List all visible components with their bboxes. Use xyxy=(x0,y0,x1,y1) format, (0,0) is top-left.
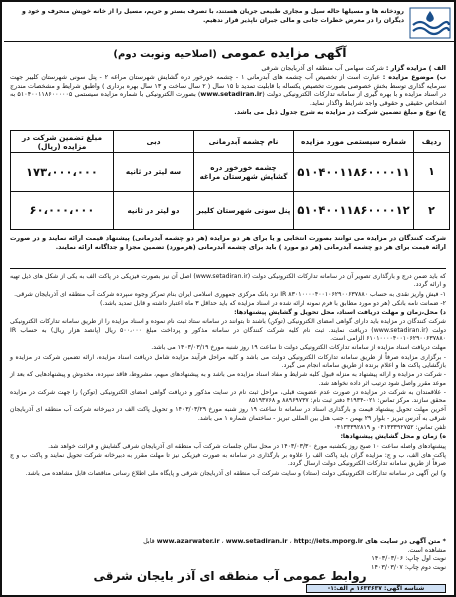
row-spring: چشمه خورخور دره گشایش شهرستان مراغه xyxy=(194,153,294,192)
intro-c: ج) نوع و مبلغ تضمین شرکت در مزایده به شرح جدول ذیل می باشد. xyxy=(234,107,446,116)
footer-info xyxy=(122,537,446,571)
row-guarantee: ۶۰،۰۰۰،۰۰۰ xyxy=(11,191,114,230)
list-item: مهلت دریافت اسناد مزایده از سامانه تدارکات الکترونیکی دولت تا ساعت ۱۹ روز شنبه مورخ ۱۴۰۳/۰۳/۱۹ می باشد. xyxy=(151,344,446,352)
setad-link[interactable]: www.setadiran.ir xyxy=(200,90,263,99)
intro-a xyxy=(10,64,446,73)
list-item: ه) زمان و محل گشایش پیشنهادها: xyxy=(340,433,446,441)
row-system-no: ۵۱۰۴۰۰۱۱۸۶۰۰۰۰۱۱ xyxy=(294,153,414,192)
col-system-header: شماره سیستمی مورد مزایده xyxy=(294,131,414,153)
intro-b-tail: بصورت الکترونیکی با شماره مزایده سیستمی ۵۱۰۴۰۰۱۱۸۶۰۰۰۰۰۵ به اشخاص حقیقی و حقوقی واجد شرایط واگذار نماید. xyxy=(10,90,446,108)
footer-sites: * متن آگهی در سایت های www.azarwater.ir ، www.setadiran.ir ، http://iets.mporg.ir قابل مشاهده است. xyxy=(143,537,446,554)
col-index-header: ردیف xyxy=(414,131,450,153)
list-item: - شرکت در مزایده و ارائه پیشنهاد به منزله قبول کلیه شرایط و مفاد اسناد مزایده می باشد و به پیشنهادهای مبهم، مشروط، فاقد سپرده، مخدوش و پیشنهادهایی که بعد از موعد مقرر واصل شود ترتیب اثر داده نخواهد شد. xyxy=(10,371,446,387)
footer-organization: روابط عمومی آب منطقه ای آذر بایجان شرقی xyxy=(93,569,367,583)
publish-date-2: نوبت دوم چاپ: ۱۴۰۳/۰۳/۰۷ xyxy=(371,562,446,571)
intro-b-text: عبارت است از تخصیص آب چشمه های آبدرمانی ۱ - چشمه خورخور دره گشایش شهرستان مراغه ۲ - پنل سونی شهرستان کلیبر جهت سرمایه گذاری توسط بخش خصوصی بصورت تخصیص یکساله با قابلیت تمدید تا ۱۵ سال ( ۲ سال ساخت و ۱۳ سال بهره برداری ) واطبق شرایط و مشخصات مندرج در اسناد مزایده و با بهره گیری از سامانه تدارکات الکترونیکی دولت xyxy=(10,72,446,99)
auction-table xyxy=(10,130,450,230)
table-row xyxy=(11,191,450,230)
header-warning-text: رودخانه ها و مسیلها حاله سیل و مجاری طبیعی جریان هستند، با تصرف بستر و حریم، مسیل را از خانه خویش منحرف و خود و دیگران را در معرض خطرات جانی و مالی جبران ناپذیر قرار ندهیم. xyxy=(22,8,404,24)
list-item: شرکت کنندگان در مزایده باید دارای گواهی امضای الکترونیکی (توکن) باشند تا بتوانند در سامانه ستاد ثبت نام نموده و اسناد مزایده را از طریق سامانه تدارکات الکترونیکی دولت (www.setadiran.ir) دریافت نمایند. ثبت نام کلیه شرکت کنندگان در سامانه مذکور و پرداخت مبلغ ۵۰۰،۰۰۰ ریال (پانصد هزار ریال) به حساب IR ۶۱۰۱۰۰۰۰۴۰۰۱۰۶۲۹۰۰۶۳۷۸۸۰ الزامی است. xyxy=(10,318,447,343)
list-item: و) این آگهی در سامانه تدارکات الکترونیکی دولت (ستاد) و سایت شرکت آب منطقه ای آذربایجان شرقی و پایگاه ملی اطلاع رسانی مناقصات قابل مشاهده می باشد. xyxy=(25,469,446,477)
list-item: - علاقمندان به شرکت در مزایده در صورت عدم عضویت قبلی، مراحل ثبت نام در سایت مذکور و دریافت گواهی امضای الکترونیکی (توکن) را جهت شرکت در مزایده محقق سازند. مرکز تماس: ۰۲۱-۴۱۹۳۴ دفتر ثبت نام: ۸۸۹۶۹۷۳۷ و ۸۵۱۹۳۷۶۸ xyxy=(10,388,446,405)
list-item: پیشنهادهای واصله ساعت ۱۰ صبح روز یکشنبه مورخ ۱۴۰۳/۰۳/۳۰ در محل سالن جلسات شرکت آب منطقه ای آذربایجان شرقی گشایش و قرائت خواهد شد. xyxy=(48,442,446,450)
list-item: که باید ضمن درج و بارگذاری تصویر آن در سامانه تدارکات الکترونیکی دولت (www.setadiran.ir) اصل آن نیز بصورت فیزیکی در پاکت الف به یکی از شکل های ذیل تهیه و ارائه گردد. xyxy=(10,273,446,289)
row-guarantee: ۱۷۳،۰۰۰،۰۰۰ xyxy=(11,153,114,192)
col-flow-header: دبی xyxy=(114,131,194,153)
intro-a-text: شرکت سهامی آب منطقه ای آذربایجان شرقی xyxy=(261,64,384,72)
title-main: آگهی مزایده عمومی xyxy=(221,45,347,60)
publish-date-1: نوبت اول چاپ: ۱۴۰۳/۰۳/۰۶ xyxy=(371,554,446,563)
setad-footer-link[interactable]: www.setadiran.ir xyxy=(225,537,288,545)
azarwater-link[interactable]: www.azarwater.ir xyxy=(156,537,220,545)
table-header-row xyxy=(11,131,450,153)
intro-block xyxy=(10,64,446,117)
intro-b: ب) موضوع مزایده : عبارت است از تخصیص آب چشمه های آبدرمانی ۱ - چشمه خورخور دره گشایش شهرستان مراغه ۲ - پنل سونی شهرستان کلیبر جهت سرمایه گذاری توسط بخش خصوصی بصورت تخصیص یکساله با قابلیت تمدید تا ۱۵ سال ( ۲ سال ساخت و ۱۳ سال بهره برداری ) واطبق شرایط و مشخصات مندرج در اسناد مزایده و با بهره گیری از سامانه تدارکات الکترونیکی دولت (www.setadiran.ir) بصورت الکترونیکی با شماره مزایده سیستمی ۵۱۰۴۰۰۱۱۸۶۰۰۰۰۰۵ به اشخاص حقیقی و حقوقی واجد شرایط واگذار نماید. xyxy=(10,72,446,108)
list-item: آخرین مهلت تحویل پیشنهاد قیمت و بارگذاری اسناد در سامانه تا ساعت ۱۹ روز شنبه مورخ ۱۴۰۳/۰۳/۲۹ و تحویل پاکت الف در دبیرخانه شرکت آب منطقه ای آذربایجان شرقی به آدرس تبریز - بلوار ۲۹ بهمن - جنب هتل بین المللی تبریز - ساختمان شماره ۱ می باشد. xyxy=(10,406,447,422)
list-item: د) محل،زمان و مهلت دریافت اسناد، محل تحویل و گشایش پیشنهادها: xyxy=(234,309,446,317)
intro-b-label: ب) موضوع مزایده : xyxy=(382,72,446,81)
after-table-note: شرکت کنندگان در مزایده می توانند بصورت انتخابی و یا برای هر دو مزایده (هر دو چشمه آبدرمانی) پیشنهاد قیمت ارائه نمایند و در صورت ارائه قیمت برای هر دو چشمه آبدرمانی (هر دو مورد ) باید برای چشمه آبدرمانی (هرمورد) تضمین مجزا و جداگانه ارائه نمایند. xyxy=(10,234,446,251)
title-sub: (اصلاحیه ونوبت دوم) xyxy=(113,49,217,60)
row-index: ۱ xyxy=(414,153,450,192)
sites-label: * متن آگهی در سایت های xyxy=(365,537,446,545)
list-item: - برگزاری مزایده صرفاً از طریق سامانه تدارکات الکترونیکی دولت می باشد و کلیه مراحل فرآیند مزایده شامل دریافت اسناد مزایده، ارائه تضمین شرکت در مزایده و بازگشایی پاکت ها و اعلام برنده از طریق سامانه انجام می گیرد. xyxy=(10,353,446,369)
row-spring: پنل سونی شهرستان کلیبر xyxy=(194,191,294,230)
header-bar xyxy=(4,4,454,42)
row-system-no: ۵۱۰۴۰۰۱۱۸۶۰۰۰۰۱۲ xyxy=(294,191,414,230)
iets-link[interactable]: http://iets.mporg.ir xyxy=(293,537,364,545)
conditions-list xyxy=(10,273,446,479)
section-divider xyxy=(10,268,446,269)
row-flow: سه لیتر در ثانیه xyxy=(114,153,194,192)
table-row xyxy=(11,153,450,192)
list-item: پاکت های الف، ب و ج: مزایده گران باید پاکت الف را علاوه بر بارگذاری در سامانه به صورت فیزیکی نیز تا مهلت مقرر به دبیرخانه شرکت تحویل نمایند و پاکت ب و ج صرفاً از طریق سامانه تدارکات الکترونیکی دولت ارسال گردد. xyxy=(10,451,446,468)
water-logo-icon xyxy=(409,7,451,39)
footer-id-band: شناسه آگهی: ۱۶۳۳۶۳۷ م الف:۱- xyxy=(306,584,446,593)
intro-a-label: الف ) مزایده گزار : xyxy=(385,64,446,72)
page-title xyxy=(2,45,456,60)
col-guarantee-header: مبلغ تضمین شرکت در مزایده (ریال) xyxy=(11,131,114,153)
list-item: تلفن تماس: ۰۴۱۳۳۳۹۲۷۵۲ و ۰۴۱۳۳۳۹۲۸۱۹ xyxy=(333,424,446,432)
list-item: ۲- ضمانت نامه بانکی (هر دو مورد مطابق با فرم نمونه ارائه شده در اسناد مزایده که باید حداقل ۳ ماه اعتبار داشته و قابل تمدید باشد.) xyxy=(100,299,446,307)
list-item: ۱- فیش واریز نقدی به حساب IR ۸۳۰۱۰۰۰۰۴۰۰۱۰۶۲۹۰۰۶۳۷۸۸۰ نزد بانک مرکزی جمهوری اسلامی ایران بنام تمرکز وجوه سپرده شرکت آب منطقه ای آذربایجان شرقی. xyxy=(14,290,446,298)
col-spring-header: نام چشمه آبدرمانی xyxy=(194,131,294,153)
sites-tail: قابل مشاهده است. xyxy=(143,537,446,554)
row-index: ۲ xyxy=(414,191,450,230)
row-flow: دو لیتر در ثانیه xyxy=(114,191,194,230)
